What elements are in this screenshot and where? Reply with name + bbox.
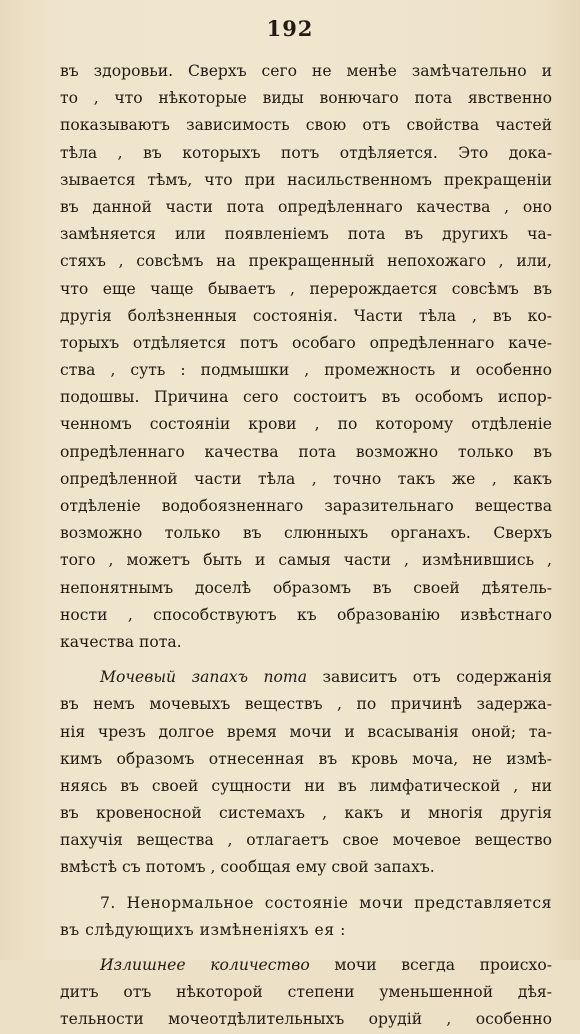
text-line: въ слѣдующихъ измѣненiяхъ ея :	[60, 920, 346, 939]
line-text: мочи всегда происхо-	[309, 956, 552, 974]
text-line: вмѣстѣ съ потомъ , сообщая ему свой запахъ.	[60, 858, 435, 877]
text-line: нiя чрезъ долгое время мочи и всасыванiя оной; та-	[60, 722, 552, 741]
text-line: няясь въ своей сущности ни въ лимфатической , ни	[60, 776, 552, 795]
text-line: другiя болѣзненныя состоянiя. Части тѣла , въ ко-	[60, 306, 552, 325]
text-line: стяхъ , совсѣмъ на прекращенный непохожаго , или,	[60, 252, 552, 271]
italic-term: Мочевый запахъ пота	[100, 668, 308, 687]
paragraph	[60, 890, 552, 944]
text-line: дитъ отъ нѣкоторой степени уменьшенной дѣя-	[60, 983, 552, 1002]
text-line: возможно только въ слюнныхъ органахъ. Сверхъ	[60, 524, 552, 543]
text-line: замѣняется или появленiемъ пота въ другихъ ча-	[60, 225, 552, 244]
section-heading-line: 7. Ненормальное состоянiе мочи представляется	[100, 893, 552, 912]
paragraph-gap	[60, 944, 552, 952]
text-line: опредѣленной части тѣла , точно такъ же , какъ	[60, 469, 552, 488]
paragraph-gap	[60, 882, 552, 890]
text-line: непонятнымъ доселѣ образомъ въ своей дѣятель-	[60, 578, 552, 597]
text-line: отдѣленiе водобоязненнаго заразительнаго вещества	[60, 497, 552, 515]
paragraph	[60, 952, 552, 1034]
text-line: ства , суть : подмышки , промежность и особенно	[60, 361, 552, 380]
paragraph	[60, 58, 552, 656]
text-line: что еще чаще бываетъ , перерождается совсѣмъ въ	[60, 279, 552, 298]
text-line: въ здоровьи. Сверхъ сего не менѣе замѣчательно и	[60, 62, 552, 80]
text-line: опредѣленнаго качества пота возможно только въ	[60, 442, 552, 461]
text-line: того , можетъ быть и самыя части , измѣнившись ,	[60, 551, 552, 570]
text-line: кимъ образомъ отнесенная въ кровь моча, не измѣ-	[60, 749, 552, 768]
text-line: въ данной части пота опредѣленнаго качества , оно	[60, 197, 552, 216]
line-text: зависитъ отъ содержанiя	[307, 668, 552, 687]
text-line	[60, 664, 552, 691]
text-line: качества пота.	[60, 632, 182, 651]
text-line: тельности мочеотдѣлительныхъ орудiй , особенно	[60, 1010, 552, 1029]
body-text	[60, 58, 552, 1034]
text-line: въ кровеносной системахъ , какъ и многiя другiя	[60, 804, 552, 823]
italic-term: Излишнее количество	[100, 956, 310, 974]
paragraph	[60, 664, 552, 882]
text-line: то , что нѣкоторые виды вонючаго пота явственно	[60, 89, 552, 108]
text-line: ности , способствуютъ къ образованiю извѣстнаго	[60, 605, 552, 624]
text-line: въ немъ мочевыхъ веществъ , по причинѣ задержа-	[60, 695, 552, 714]
text-line: торыхъ отдѣляется потъ особаго опредѣленнаго каче-	[60, 333, 552, 352]
paragraph-gap	[60, 656, 552, 664]
text-line: пахучiя вещества , отлагаетъ свое мочевое вещество	[60, 831, 552, 850]
text-line: ченномъ состоянiи крови , по которому отдѣленiе	[60, 415, 552, 434]
page-number: 192	[266, 16, 314, 41]
text-line: подошвы. Причина сего состоитъ въ особомъ испор-	[60, 388, 552, 407]
text-line: зывается тѣмъ, что при насильственномъ прекращенiи	[60, 170, 552, 189]
text-line: тѣла , въ которыхъ потъ отдѣляется. Это дока-	[60, 143, 552, 162]
text-line: показываютъ зависимость свою отъ свойства частей	[60, 116, 552, 135]
text-line	[60, 952, 552, 979]
